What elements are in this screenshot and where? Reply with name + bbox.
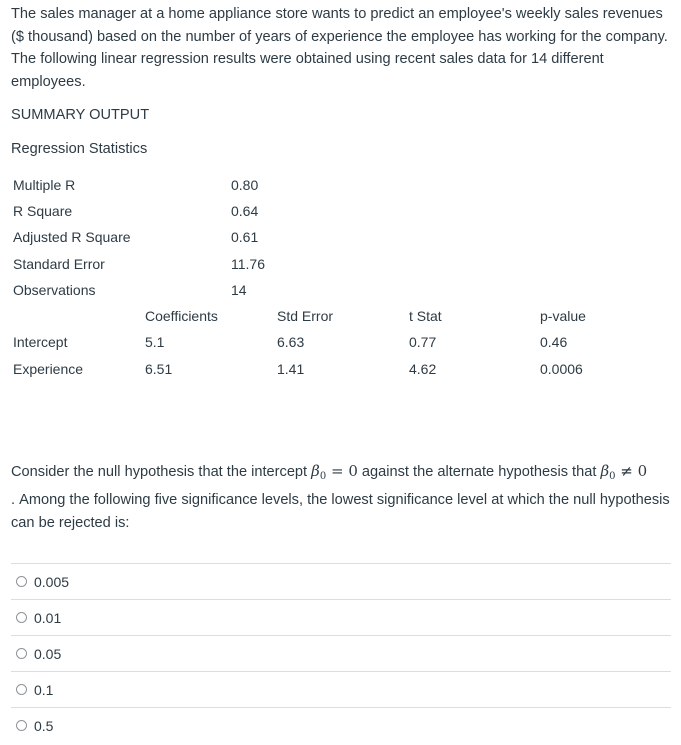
experience-coefficient: 6.51 bbox=[145, 361, 173, 377]
option-label: 0.05 bbox=[34, 645, 62, 662]
radio-icon[interactable] bbox=[16, 720, 27, 731]
radio-icon[interactable] bbox=[16, 684, 27, 695]
intercept-t-stat: 0.77 bbox=[409, 334, 437, 350]
answer-options bbox=[11, 563, 671, 743]
experience-p-value: 0.0006 bbox=[540, 361, 583, 377]
stat-value-adjusted-r-square: 0.61 bbox=[231, 229, 259, 245]
beta0-symbol: $\beta_0$ bbox=[311, 462, 327, 482]
option-label: 0.01 bbox=[34, 609, 62, 626]
equals-zero: = 0 bbox=[326, 462, 358, 480]
experience-std-error: 1.41 bbox=[277, 361, 305, 377]
col-header-t-stat: t Stat bbox=[409, 308, 442, 324]
option-0-01[interactable] bbox=[11, 599, 671, 635]
option-label: 0.5 bbox=[34, 717, 54, 734]
not-equals-zero: ≠ 0 bbox=[615, 462, 648, 480]
regression-statistics-title: Regression Statistics bbox=[11, 141, 148, 157]
row-label-intercept: Intercept bbox=[13, 334, 68, 350]
question-text-part1: Consider the null hypothesis that the intercept bbox=[11, 464, 312, 480]
option-0-05[interactable] bbox=[11, 635, 671, 671]
question-text-part2: against the alternate hypothesis that bbox=[357, 464, 601, 480]
stat-value-multiple-r: 0.80 bbox=[231, 177, 259, 193]
radio-icon[interactable] bbox=[16, 648, 27, 659]
col-header-std-error: Std Error bbox=[277, 308, 334, 324]
beta0-symbol-alt: $\beta_0$ bbox=[600, 462, 616, 482]
stat-label-r-square: R Square bbox=[13, 203, 73, 219]
option-0-5[interactable] bbox=[11, 707, 671, 743]
question-intro: The sales manager at a home appliance store wants to predict an employee's weekly sales revenues ($ thousand) based on the number of years of experience the employee has working for the company. The following linear regression results were obtained using recent sales data for 14 different employees. bbox=[11, 6, 668, 90]
row-label-experience: Experience bbox=[13, 361, 84, 377]
option-label: 0.005 bbox=[34, 573, 70, 590]
intercept-p-value: 0.46 bbox=[540, 334, 568, 350]
option-0-005[interactable] bbox=[11, 563, 671, 599]
stat-label-adjusted-r-square: Adjusted R Square bbox=[13, 229, 131, 245]
col-header-coefficients: Coefficients bbox=[145, 308, 218, 324]
summary-output-title: SUMMARY OUTPUT bbox=[11, 107, 150, 123]
intercept-coefficient: 5.1 bbox=[145, 334, 165, 350]
stat-label-standard-error: Standard Error bbox=[13, 256, 105, 272]
stat-value-observations: 14 bbox=[231, 282, 247, 298]
stat-value-r-square: 0.64 bbox=[231, 203, 259, 219]
radio-icon[interactable] bbox=[16, 612, 27, 623]
option-label: 0.1 bbox=[34, 681, 54, 698]
intercept-std-error: 6.63 bbox=[277, 334, 305, 350]
option-0-1[interactable] bbox=[11, 671, 671, 707]
question-text-part3: . Among the following five significance levels, the lowest significance level at which the null hypothesis can be rejected is: bbox=[11, 491, 670, 531]
stat-value-standard-error: 11.76 bbox=[231, 256, 265, 272]
hypothesis-question bbox=[11, 460, 681, 536]
stat-label-observations: Observations bbox=[13, 282, 96, 298]
col-header-p-value: p-value bbox=[540, 308, 586, 324]
radio-icon[interactable] bbox=[16, 576, 27, 587]
stat-label-multiple-r: Multiple R bbox=[13, 177, 76, 193]
experience-t-stat: 4.62 bbox=[409, 361, 437, 377]
